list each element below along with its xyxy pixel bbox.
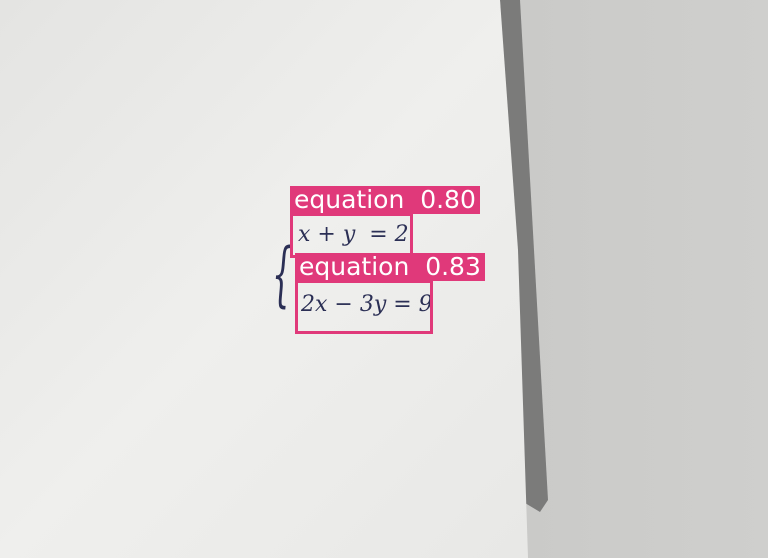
detection-label-2: equation 0.83 [295, 253, 485, 281]
detection-label-1: equation 0.80 [290, 186, 480, 214]
handwritten-brace: { [272, 233, 293, 315]
handwritten-equation-2: 2x − 3y = 9 [301, 292, 433, 317]
detection-box-2 [295, 280, 433, 334]
handwritten-equation-1: x + y = 2 [298, 222, 409, 247]
